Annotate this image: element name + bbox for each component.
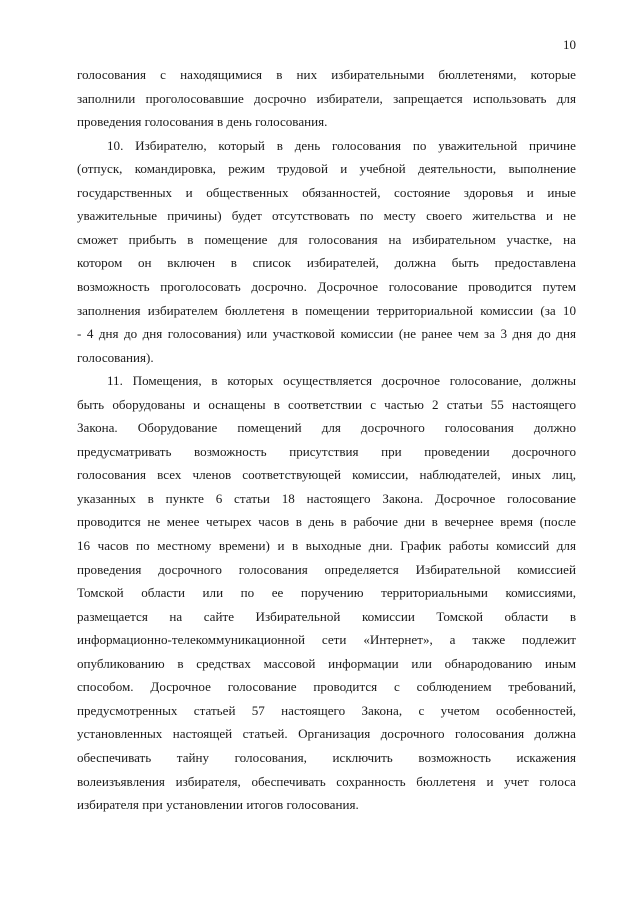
text-line: 11. Помещения, в которых осуществляется досрочное голосование, должны — [107, 373, 576, 389]
text-line: предусмотренных статьей 57 настоящего Закона, с учетом особенностей, — [77, 702, 576, 718]
text-line: установленных настоящей статьей. Организация досрочного голосования должна — [77, 726, 576, 742]
text-line: сможет прибыть в помещение для голосования на избирательном участке, на — [77, 231, 576, 247]
text-line: проведения голосования в день голосования. — [77, 114, 328, 130]
text-line: способом. Досрочное голосование проводится с соблюдением требований, — [77, 679, 576, 695]
text-line: заполнения избирателем бюллетеня в помещении территориальной комиссии (за 10 — [77, 302, 576, 318]
text-line: голосования). — [77, 349, 154, 365]
text-line: возможность проголосовать досрочно. Досрочное голосование проводится путем — [77, 278, 576, 294]
text-line: размещается на сайте Избирательной комиссии Томской области в — [77, 608, 576, 624]
text-line: 10. Избирателю, который в день голосования по уважительной причине — [107, 137, 576, 153]
text-line: уважительные причины) будет отсутствовать по месту своего жительства и не — [77, 208, 576, 224]
text-line: опубликованию в средствах массовой информации или обнародованию иным — [77, 655, 576, 671]
text-line: голосования всех членов соответствующей комиссии, наблюдателей, иных лиц, — [77, 467, 576, 483]
text-line: Томской области или по ее поручению территориальными комиссиями, — [77, 585, 576, 601]
text-line: проводится не менее четырех часов в день в рабочие дни в вечернее время (после — [77, 514, 576, 530]
text-line: котором он включен в список избирателей, должна быть предоставлена — [77, 255, 576, 271]
text-line: (отпуск, командировка, режим трудовой и учебной деятельности, выполнение — [77, 161, 576, 177]
text-line: информационно-телекоммуникационной сети «Интернет», а также подлежит — [77, 632, 576, 648]
text-line: голосования с находящимися в них избирательными бюллетенями, которые — [77, 67, 576, 82]
text-line: проведения досрочного голосования определяется Избирательной комиссией — [77, 561, 576, 577]
text-line: заполнили проголосовавшие досрочно избиратели, запрещается использовать для — [77, 90, 576, 106]
text-line: - 4 дня до дня голосования) или участковой комиссии (не ранее чем за 3 дня до дня — [77, 326, 576, 342]
text-line: Закона. Оборудование помещений для досрочного голосования должно — [77, 420, 576, 436]
text-line: государственных и общественных обязанностей, состояние здоровья и иные — [77, 184, 576, 200]
text-line: 16 часов по местному времени) и в выходные дни. График работы комиссий для — [77, 538, 576, 553]
text-line: обеспечивать тайну голосования, исключить возможность искажения — [77, 749, 576, 765]
page-number: 10 — [563, 37, 576, 52]
text-line: быть оборудованы и оснащены в соответствии с частью 2 статьи 55 настоящего — [77, 396, 576, 412]
text-line: указанных в пункте 6 статьи 18 настоящего Закона. Досрочное голосование — [77, 490, 576, 506]
text-line: предусматривать возможность присутствия при проведении досрочного — [77, 443, 576, 459]
text-line: волеизъявления избирателя, обеспечивать сохранность бюллетеня и учет голоса — [77, 773, 576, 789]
text-line: избирателя при установлении итогов голосования. — [77, 797, 359, 813]
